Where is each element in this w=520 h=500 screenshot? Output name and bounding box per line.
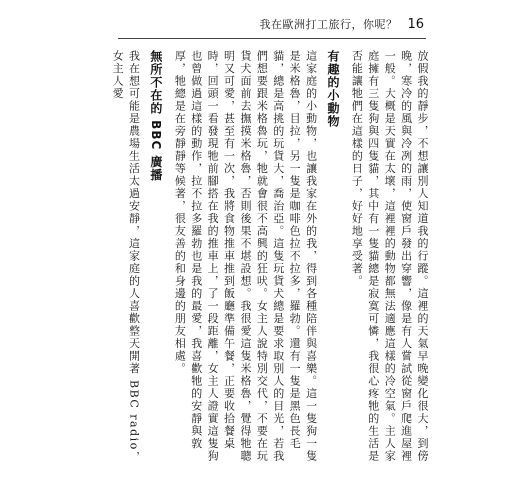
running-head-title: 我在歐洲打工旅行，你呢？ xyxy=(259,18,398,31)
vertical-text-body xyxy=(100,50,430,470)
running-head xyxy=(259,16,424,32)
paragraph-animals: 這家庭的小動物，也讓我家在外的我，得到各種陪伴與喜樂。這一隻狗一隻是米格魯，目拉，另一隻是咖啡色拉不拉多，羅勃。還有一隻是黑色長毛貓，總是高挑的玩貨大，喬治亞。這隻玩貨犬總是要求取別人的目光，若我們想要跟米格魯玩，牠就會很不高興的狂吠。女主人說特別交代，不要在玩貨犬面前去撫摸米格魯，否則後果不堪設想。我很愛這隻米格魯，覺得牠聰明又可愛，甚至有一次，我將食物推車推到飯廳準備午餐，正要收拾餐桌時，回頭一看發現牠前腳搭在我的推車上，了一段距離，女主人證實這隻狗也曾做過這樣的動作，拉不拉多羅勃也是我的最愛，我喜歡牠的安靜與敦厚，牠總是在旁靜靜等候著，很友善的和身邊的朋友相處。 xyxy=(173,50,318,463)
header-rule xyxy=(118,38,426,39)
page-number: 16 xyxy=(407,17,424,32)
section-heading-animals: 有趣的小動物 xyxy=(325,50,340,128)
paragraph-intro: 放假我的靜步，不想讓別人知道我的行蹤。這裡的天氣早晚變化很大，到傍晚，寒冷的風與冷冽的雨，使窗戶發出穿響，像是有人嘗試從窗戶爬進屋裡一般。大概是天實在太壞，這裡裡的動物都無法適應這樣的冷空氣。主人家庭擁有三隻狗與四隻貓，其中有一隻貓總是寂寞可憐，我很心疼牠的生活是否能讓牠們在這樣的日子，好好地享受著。 xyxy=(350,50,429,463)
paragraph-bbc: 我在想可能是農場生活太過安靜，這家庭的人喜歡整天開著 BBC radio，女主人愛 xyxy=(111,50,141,464)
book-page xyxy=(104,10,436,488)
section-heading-bbc: 無所不在的 BBC 廣播 xyxy=(148,50,163,182)
